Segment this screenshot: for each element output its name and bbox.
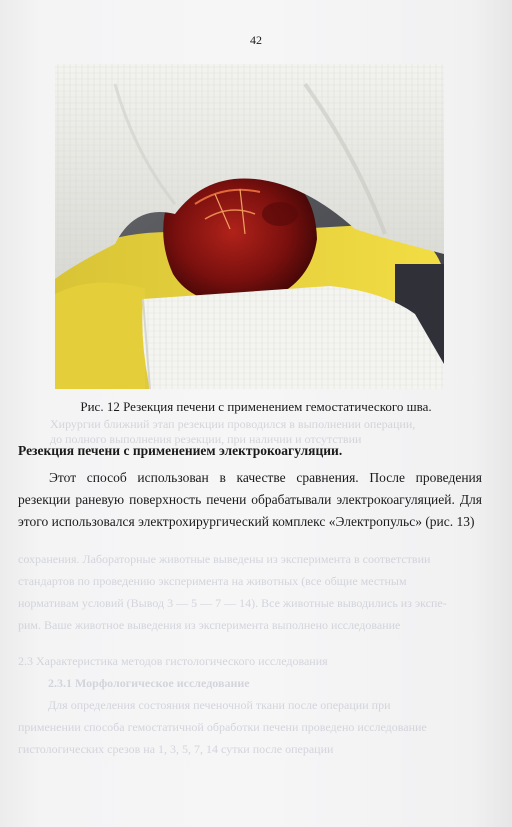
bleed-through-line: до полного выполнения резекции, при наличии и отсутствии: [50, 432, 362, 446]
bleed-through-line: стандартов по проведению эксперимента на животных (все общие местным: [18, 574, 407, 588]
bleed-through-line: Для определения состояния печеночной ткани после операции при: [48, 698, 391, 712]
bleed-through-line: сохранения. Лабораторные животные выведены из эксперимента в соответствии: [18, 552, 431, 566]
figure-photo-liver-resection: [55, 64, 444, 389]
bleed-through-line: рим. Ваше животное выведения из эксперимента выполнено исследование: [18, 618, 401, 632]
bleed-through-block: [18, 548, 488, 760]
bleed-through-line: нормативам условий (Вывод 3 — 5 — 7 — 14). Все животные выводились из экспе-: [18, 596, 447, 610]
bleed-through-line: гистологических срезов на 1, 3, 5, 7, 14 сутки после операции: [18, 742, 334, 756]
bleed-through-line: 2.3 Характеристика методов гистологического исследования: [18, 654, 328, 668]
bleed-through-line: Хирургии ближний этап резекции проводился в выполнении операции,: [50, 417, 416, 431]
figure-caption: Рис. 12 Резекция печени с применением гемостатического шва.: [80, 399, 432, 414]
bleed-through-line: применении способа гемостатичной обработки печени проведено исследование: [18, 720, 427, 734]
section-heading: Резекция печени с применением электрокоагуляции.: [18, 443, 343, 458]
body-paragraph: Этот способ использован в качестве сравнения. После проведения резекции раневую поверхность печени обрабатывали электрокоагуляцией. Для этого использовался электрохирургический комплекс «Электропульс» (рис. 13): [18, 470, 482, 529]
page-number: 42: [250, 33, 262, 47]
bleed-through-line: 2.3.1 Морфологическое исследование: [48, 676, 250, 690]
